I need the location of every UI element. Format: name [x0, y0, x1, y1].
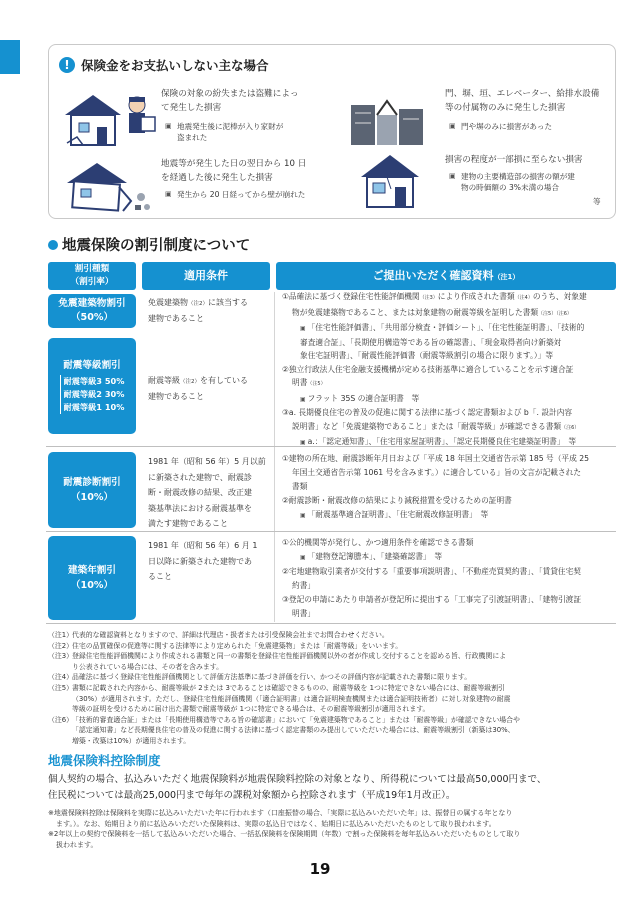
header-discount-type: 割引種類 （割引率）: [48, 262, 136, 290]
row-divider: [46, 531, 616, 532]
exclusion-item-3-text: 地震等が発生した日の翌日から 10 日 を経過した後に発生した損害: [161, 159, 307, 183]
header-documents: ご提出いただく確認資料（注1）: [276, 262, 616, 290]
exclusion-item-1-note: ▣ 地震発生後に泥棒が入り家財が 盗まれた: [165, 121, 283, 143]
condition-seismic-grade: 耐震等級（注2）を有している 建物であること: [148, 376, 248, 401]
condition-seismic-diagnosis: 1981 年（昭和 56 年）5 月以前 に新築された建物で、耐震診 断・耐震改修の結果、改正建 築基準法における耐震基準を 満たす建物であること: [148, 457, 266, 528]
row-divider: [46, 446, 616, 447]
table-bottom-line: [46, 623, 616, 624]
exclusion-item-4-text: 損害の程度が一部損に至らない損害: [445, 155, 583, 165]
exclusion-item-4-note: ▣ 建物の主要構造部の損害の額が建 物の時価額の 3%未満の場合: [449, 171, 575, 193]
exclusion-item-2-note: ▣ 門や塀のみに損害があった: [449, 121, 552, 132]
tax-deduction-body: 個人契約の場合、払込みいただく地震保険料が地震保険料控除の対象となり、所得税については最高50,000円まで、 住民税については最高25,000円まで毎年の課税対象額から控除されます（平成19年1月改正）。: [48, 774, 547, 801]
exclusions-header: [59, 56, 269, 74]
exclusions-box: [48, 44, 616, 219]
row-seismic-isolation: 免震建築物割引 （50%）: [48, 294, 136, 328]
collapsed-house-icon: [57, 157, 157, 215]
documents-seismic-diagnosis: ①建物の所在地、耐震診断年月日および「平成 18 年国土交通省告示第 185 号（平成 25 年国土交通省告示第 1061 号を含みます。）に適合している」旨の文言が記載された 書類 ②耐震診断・耐震改修の結果により減税措置を受けるための証明書 ▣ 「耐震基準適合証明書」、「住宅耐震改修証明書」 等: [282, 454, 590, 519]
gate-wall-icon: [347, 91, 427, 151]
bullet-dot-icon: [48, 240, 58, 250]
condition-construction-year: 1981 年（昭和 56 年）6 月 1 日以降に新築された建物であ ること: [148, 541, 258, 581]
footnote-1: （注1） 代表的な確認資料となりますので、詳細は代理店・扱者または引受保険会社までお問合わせください。: [48, 631, 389, 639]
row-seismic-diagnosis: 耐震診断割引 （10%）: [48, 452, 136, 528]
documents-seismic: ①品確法に基づく登録住宅性能評価機関（注3）により作成された書類（注4）のうち、対象建 物が免震建築物であること、または対象建物の耐震等級を証明した書類（注5）（注6） ▣ 「住宅性能評価書」、「共用部分検査・評価シート」、「住宅性能証明書」、「技術的 審査適合証」、「長期使用構造等である旨の確認書」、「現金取得者向け新築対 象住宅証明書」、「耐震性能評価書（耐震等級割引の場合に限ります。）」等 ②独立行政法人住宅金融支援機構が定める技術基準に適合していることを示す適合証 明書（注5） ▣ フラット 35S の適合証明書 等 ③a. 長期優良住宅の普及の促進に関する法律に基づく認定書類および b「. 設計内容 説明書」など「免震建築物であること」または「耐震等級」が確認できる書類（注6） ▣ a.：「認定通知書」、「住宅用家屋証明書」、「認定長期優良住宅建築証明書」 等: [282, 292, 587, 446]
footnote-4: （注4） 品確法に基づく登録住宅性能評価機関として評価方法基準に基づき評価を行い、かつその評価内容が記載された書類に限ります。: [48, 673, 472, 682]
header-condition: 適用条件: [142, 262, 270, 290]
tax-deduction-notes: ※地震保険料控除は保険料を実際に払込みいただいた年に行われます（口座振替の場合、「実際に払込みいただいた年」は、振替日の属する年となり ます。）。なお、始期日より前に払込みいただいた保険料は、実際の払込日ではなく、始期日に払込みいただいたものとして取り扱われます。 ※2年以上の契約で保険料を一括して払込みいただいた場合、一括払保険料を保険期間（年数）で割った保険料を毎年払込みいただいたものとして取り 扱われます。: [48, 809, 521, 849]
house-minor-damage-icon: [355, 149, 425, 211]
row-seismic-grade: 耐震等級割引 耐震等級3 50% 耐震等級2 30% 耐震等級1 10%: [48, 338, 136, 434]
page-number: 19: [309, 860, 331, 878]
exclusion-item-1-text: 保険の対象の紛失または盗難によっ て発生した損害: [161, 89, 299, 113]
footnotes: [48, 630, 618, 747]
exclusion-item-4-etc: 等: [593, 197, 601, 206]
discount-section-title: 地震保険の割引制度について: [48, 234, 250, 255]
exclusions-title: 保険金をお支払いしない主な場合: [81, 58, 269, 73]
footnote-6: （注6） 「技術的審査適合証」または「長期使用構造等である旨の確認書」において「免震建築物であること」または「耐震等級」が確認できない場合や 「認定通知書」など長期優良住宅の普及の促進に関する法律に基づく認定書類のみ提出していただいた場合には、耐震等級割引（新築は30%、 増築・改築は10%）が適用されます。: [48, 715, 520, 745]
condition-seismic-isolation: 免震建築物（注2）に該当する 建物であること: [148, 298, 248, 323]
column-divider: [274, 292, 275, 622]
footnote-5: （注5） 書類に記載された内容から、耐震等級が 2または 3であることは確認できるものの、耐震等級を 1つに特定できない場合には、耐震等級割引 （30%）が適用されます。ただし、登録住宅性能評価機関（「適合証明書」は適合証明検査機関または適合証明技術者）に対し対象建物の耐震 等級の証明を受けるために届け出た書類で耐震等級が 1つに特定できる場合は、その耐震等級割引が適用されます。: [48, 683, 511, 714]
footnote-2: （注2） 住宅の品質確保の促進等に関する法律等により定められた「免震建築物」または「耐震等級」をいいます。: [48, 641, 403, 650]
tax-deduction-title: 地震保険料控除制度: [48, 753, 161, 768]
damaged-house-theft-icon: [57, 87, 157, 149]
exclamation-icon: !: [59, 57, 75, 73]
seismic-grade-rates: 耐震等級3 50% 耐震等級2 30% 耐震等級1 10%: [60, 375, 125, 414]
sidebar-section-tab: [0, 40, 20, 74]
exclusion-item-3-note: ▣ 発生から 20 日経ってから壁が崩れた: [165, 189, 305, 200]
footnote-3: （注3） 登録住宅性能評価機関により作成される書類と同一の書類を登録住宅性能評価機関以外の者が作成し交付することを認める旨、行政機関によ り公表されている場合には、その者を含みます。: [48, 652, 507, 671]
exclusion-item-2-text: 門、塀、垣、エレベーター、給排水設備 等の付属物のみに発生した損害: [445, 89, 600, 113]
documents-construction-year: ①公的機関等が発行し、かつ適用条件を確認できる書類 ▣ 「建物登記簿謄本」、「建築確認書」 等 ②宅地建物取引業者が交付する「重要事項説明書」、「不動産売買契約書」、「賃貸住宅契 約書」 ③登記の申請にあたり申請者が登記所に提出する「工事完了引渡証明書」、「建物引渡証 明書」: [282, 538, 582, 618]
row-construction-year: 建築年割引 （10%）: [48, 536, 136, 620]
